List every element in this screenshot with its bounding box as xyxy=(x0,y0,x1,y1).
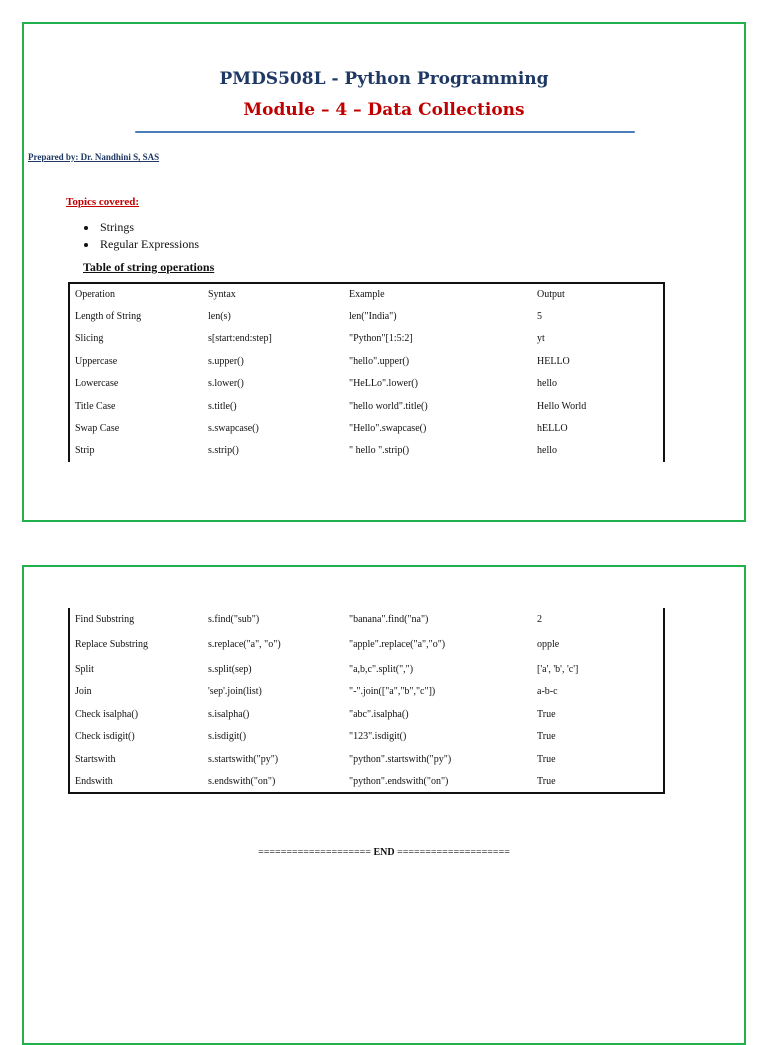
cell-example: "banana".find("na") xyxy=(349,613,429,625)
cell-operation: Swap Case xyxy=(75,423,120,435)
cell-syntax: len(s) xyxy=(208,311,231,323)
cell-example: "abc".isalpha() xyxy=(349,708,409,720)
table-row xyxy=(69,770,664,792)
cell-operation: Strip xyxy=(75,445,95,457)
cell-operation: Replace Substring xyxy=(75,638,149,650)
cell-syntax: s.endswith("on") xyxy=(208,775,276,787)
cell-output: hELLO xyxy=(537,423,568,435)
table-row xyxy=(69,440,664,462)
cell-output: 2 xyxy=(537,613,542,625)
cell-syntax: s.strip() xyxy=(208,445,239,457)
end-label: END xyxy=(373,847,395,858)
cell-syntax: s.lower() xyxy=(208,378,244,390)
cell-example: "a,b,c".split(",") xyxy=(349,664,414,676)
cell-syntax: s.isalpha() xyxy=(208,708,250,720)
table-row xyxy=(69,726,664,748)
topic-item: • Regular Expressions xyxy=(98,236,199,253)
cell-output: Hello World xyxy=(537,400,587,412)
header-cell-operation: Operation xyxy=(75,289,115,301)
cell-example: "Hello".swapcase() xyxy=(349,423,427,435)
cell-operation: Check isalpha() xyxy=(75,708,139,720)
cell-example: "Python"[1:5:2] xyxy=(349,333,413,345)
end-rule-left: ==================== xyxy=(258,847,371,858)
cell-output: True xyxy=(537,753,556,765)
cell-syntax: s[start:end:step] xyxy=(208,333,272,345)
module-title: Module – 4 – Data Collections xyxy=(243,100,525,120)
cell-operation: Find Substring xyxy=(75,613,135,625)
cell-output: True xyxy=(537,708,556,720)
header-cell-output: Output xyxy=(537,289,565,301)
header-cell-syntax: Syntax xyxy=(208,289,236,301)
cell-example: "python".startswith("py") xyxy=(349,753,452,765)
cell-output: opple xyxy=(537,638,560,650)
cell-operation: Slicing xyxy=(75,333,104,345)
cell-output: True xyxy=(537,731,556,743)
cell-syntax: s.startswith("py") xyxy=(208,753,279,765)
title-divider xyxy=(135,131,635,133)
table-row xyxy=(69,305,664,327)
table-header-row xyxy=(69,283,664,305)
end-marker xyxy=(24,847,744,858)
table-row xyxy=(69,630,664,658)
end-rule-right: ==================== xyxy=(397,847,510,858)
table-heading: Table of string operations xyxy=(83,260,215,274)
cell-example: "hello".upper() xyxy=(349,355,410,367)
cell-operation: Lowercase xyxy=(75,378,119,390)
cell-syntax: s.upper() xyxy=(208,355,244,367)
cell-syntax: s.find("sub") xyxy=(208,613,260,625)
table-row xyxy=(69,748,664,770)
cell-operation: Uppercase xyxy=(75,355,118,367)
cell-example: "python".endswith("on") xyxy=(349,775,449,787)
cell-operation: Check isdigit() xyxy=(75,731,135,743)
cell-syntax: s.isdigit() xyxy=(208,731,247,743)
table-row xyxy=(69,373,664,395)
document-page-1 xyxy=(22,22,746,522)
cell-example: " hello ".strip() xyxy=(349,445,410,457)
table-row xyxy=(69,681,664,703)
cell-syntax: 'sep'.join(list) xyxy=(208,686,262,698)
cell-output: HELLO xyxy=(537,355,570,367)
cell-syntax: s.swapcase() xyxy=(208,423,259,435)
topics-heading: Topics covered: xyxy=(66,196,140,208)
cell-output: 5 xyxy=(537,311,542,323)
cell-operation: Startswith xyxy=(75,753,116,765)
table-row xyxy=(69,328,664,350)
topics-list xyxy=(76,219,199,253)
cell-output: hello xyxy=(537,378,557,390)
cell-output: hello xyxy=(537,445,557,457)
cell-operation: Endswith xyxy=(75,775,113,787)
cell-output: ['a', 'b', 'c'] xyxy=(537,664,579,676)
cell-syntax: s.title() xyxy=(208,400,237,412)
table-row xyxy=(69,658,664,680)
cell-example: "apple".replace("a","o") xyxy=(349,638,446,650)
cell-syntax: s.replace("a", "o") xyxy=(208,638,281,650)
cell-operation: Join xyxy=(75,686,92,698)
topic-item: • Strings xyxy=(98,219,199,236)
table-row xyxy=(69,703,664,725)
cell-operation: Title Case xyxy=(75,400,116,412)
table-row xyxy=(69,350,664,372)
cell-example: "123".isdigit() xyxy=(349,731,407,743)
table-row xyxy=(69,395,664,417)
string-operations-table-part-1 xyxy=(68,282,665,462)
string-operations-table-part-2 xyxy=(68,608,665,794)
cell-operation: Split xyxy=(75,664,94,676)
table-row xyxy=(69,608,664,630)
prepared-by: Prepared by: Dr. Nandhini S, SAS xyxy=(28,152,160,162)
cell-example: "hello world".title() xyxy=(349,400,428,412)
document-title: PMDS508L - Python Programming xyxy=(219,69,549,89)
document-page-2 xyxy=(22,565,746,1045)
cell-example: len("India") xyxy=(349,311,397,323)
cell-example: "HeLLo".lower() xyxy=(349,378,418,390)
cell-example: "-".join(["a","b","c"]) xyxy=(349,686,436,698)
cell-operation: Length of String xyxy=(75,311,142,323)
cell-output: True xyxy=(537,775,556,787)
cell-output: a-b-c xyxy=(537,686,558,698)
cell-syntax: s.split(sep) xyxy=(208,664,252,676)
cell-output: yt xyxy=(537,333,545,345)
header-cell-example: Example xyxy=(349,289,385,301)
table-row xyxy=(69,417,664,439)
